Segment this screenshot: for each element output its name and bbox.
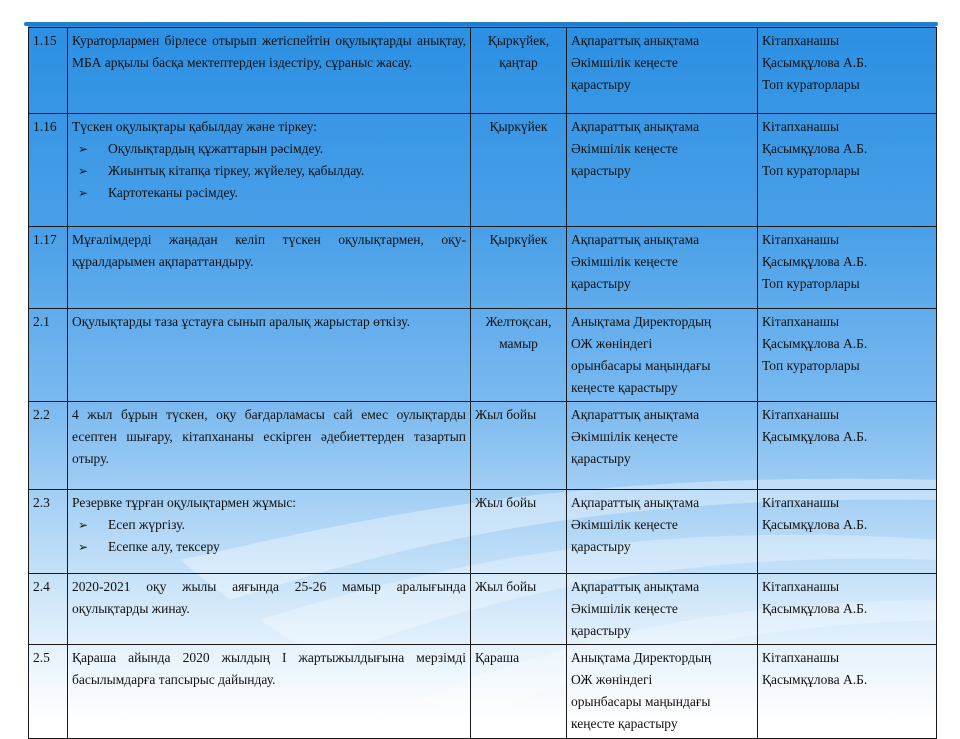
table-row [29, 114, 937, 227]
arrow-bullet-icon: ➢ [78, 164, 89, 178]
report-form-line: Анықтама Директордың [571, 314, 712, 329]
report-form-line: Ақпараттық анықтама [571, 232, 700, 247]
table-row [29, 490, 937, 574]
report-form-line: Ақпараттық анықтама [571, 495, 700, 510]
report-form-line: Ақпараттық анықтама [571, 407, 700, 422]
responsible-line: Топ кураторлары [762, 276, 860, 291]
task-cell [68, 574, 471, 645]
report-form-cell [567, 402, 758, 490]
task-text: Мұғалімдерді жаңадан келіп түскен оқулықтармен, оқу-құралдарымен ақпараттандыру. [72, 232, 466, 269]
task-text: Оқулықтарды таза ұстауға сынып аралық жарыстар өткізу. [72, 314, 410, 329]
arrow-bullet-icon: ➢ [78, 540, 89, 554]
responsible-cell [758, 28, 937, 114]
task-text: Резервке тұрған оқулықтармен жұмыс: [72, 495, 297, 510]
responsible-line: Қасымқұлова А.Б. [762, 429, 868, 444]
task-bullet [72, 514, 466, 536]
responsible-cell [758, 574, 937, 645]
report-form-cell [567, 114, 758, 227]
report-form-line: қарастыру [571, 539, 631, 554]
table-row [29, 309, 937, 402]
responsible-line: Кітапханашы [762, 119, 840, 134]
table-row [29, 227, 937, 309]
responsible-line: Кітапханашы [762, 33, 840, 48]
responsible-line: Қасымқұлова А.Б. [762, 517, 868, 532]
responsible-line: Қасымқұлова А.Б. [762, 141, 868, 156]
row-number: 2.2 [29, 402, 68, 490]
report-form-line: Әкімшілік кеңесте [571, 141, 678, 156]
report-form-line: Ақпараттық анықтама [571, 33, 700, 48]
responsible-line: Кітапханашы [762, 407, 840, 422]
report-form-line: Әкімшілік кеңесте [571, 429, 678, 444]
bullet-text: Оқулықтардың құжаттарын рәсімдеу. [108, 141, 323, 156]
task-bullet [72, 160, 466, 182]
bullet-text: Есепке алу, тексеру [108, 539, 220, 554]
row-number: 1.15 [29, 28, 68, 114]
responsible-line: Кітапханашы [762, 314, 840, 329]
responsible-cell [758, 402, 937, 490]
responsible-line: Топ кураторлары [762, 358, 860, 373]
bullet-text: Картотеканы рәсімдеу. [108, 185, 238, 200]
task-bullet [72, 536, 466, 558]
responsible-line: Топ кураторлары [762, 77, 860, 92]
responsible-cell [758, 490, 937, 574]
report-form-line: Анықтама Директордың [571, 650, 712, 665]
responsible-cell [758, 114, 937, 227]
plan-table [28, 27, 937, 739]
task-text: 2020-2021 оқу жылы аяғында 25-26 мамыр аралығында оқулықтарды жинау. [72, 579, 466, 616]
date-cell: Жыл бойы [471, 402, 567, 490]
report-form-cell [567, 490, 758, 574]
date-cell: Желтоқсан, мамыр [471, 309, 567, 402]
task-text: Түскен оқулықтары қабылдау және тіркеу: [72, 119, 317, 134]
report-form-line: қарастыру [571, 451, 631, 466]
report-form-line: Әкімшілік кеңесте [571, 517, 678, 532]
row-number: 1.17 [29, 227, 68, 309]
task-cell [68, 28, 471, 114]
row-number: 1.16 [29, 114, 68, 227]
report-form-cell [567, 645, 758, 739]
task-text: 4 жыл бұрын түскен, оқу бағдарламасы сай емес оулықтарды есептен шығару, кітапхананы ескірген әдебиеттерден тазартып отыру. [72, 407, 466, 466]
responsible-line: Кітапханашы [762, 495, 840, 510]
report-form-line: қарастыру [571, 276, 631, 291]
task-cell [68, 309, 471, 402]
responsible-line: Қасымқұлова А.Б. [762, 672, 868, 687]
responsible-line: Топ кураторлары [762, 163, 860, 178]
responsible-line: Қасымқұлова А.Б. [762, 254, 868, 269]
task-cell [68, 645, 471, 739]
table-row [29, 28, 937, 114]
task-text: Қараша айында 2020 жылдың І жартыжылдығына мерзімді басылымдарға тапсырыс дайындау. [72, 650, 466, 687]
bullet-text: Жиынтық кітапқа тіркеу, жүйелеу, қабылдау. [108, 163, 365, 178]
responsible-line: Кітапханашы [762, 579, 840, 594]
report-form-line: кеңесте қарастыру [571, 716, 678, 731]
report-form-line: Әкімшілік кеңесте [571, 601, 678, 616]
report-form-cell [567, 574, 758, 645]
arrow-bullet-icon: ➢ [78, 186, 89, 200]
report-form-line: Әкімшілік кеңесте [571, 254, 678, 269]
report-form-line: Ақпараттық анықтама [571, 579, 700, 594]
report-form-line: ОЖ жөніндегі [571, 672, 653, 687]
responsible-cell [758, 309, 937, 402]
table-row [29, 402, 937, 490]
report-form-line: орынбасары маңындағы [571, 694, 711, 709]
arrow-bullet-icon: ➢ [78, 142, 89, 156]
task-cell [68, 227, 471, 309]
report-form-cell [567, 309, 758, 402]
task-cell [68, 114, 471, 227]
task-bullet [72, 138, 466, 160]
arrow-bullet-icon: ➢ [78, 518, 89, 532]
responsible-line: Қасымқұлова А.Б. [762, 601, 868, 616]
date-cell: Жыл бойы [471, 574, 567, 645]
row-number: 2.4 [29, 574, 68, 645]
responsible-cell [758, 227, 937, 309]
plan-table-body [29, 28, 937, 739]
date-cell: Қараша [471, 645, 567, 739]
slide-top-border [24, 22, 938, 26]
task-bullet [72, 182, 466, 204]
responsible-line: Қасымқұлова А.Б. [762, 336, 868, 351]
row-number: 2.1 [29, 309, 68, 402]
date-cell: Қыркүйек [471, 114, 567, 227]
responsible-cell [758, 645, 937, 739]
responsible-line: Қасымқұлова А.Б. [762, 55, 868, 70]
report-form-line: орынбасары маңындағы [571, 358, 711, 373]
row-number: 2.5 [29, 645, 68, 739]
bullet-text: Есеп жүргізу. [108, 517, 185, 532]
responsible-line: Кітапханашы [762, 650, 840, 665]
date-cell: Жыл бойы [471, 490, 567, 574]
report-form-line: қарастыру [571, 623, 631, 638]
report-form-cell [567, 227, 758, 309]
report-form-line: қарастыру [571, 77, 631, 92]
date-cell: Қыркүйек, қаңтар [471, 28, 567, 114]
report-form-line: Ақпараттық анықтама [571, 119, 700, 134]
task-cell [68, 490, 471, 574]
task-cell [68, 402, 471, 490]
report-form-line: Әкімшілік кеңесте [571, 55, 678, 70]
table-row [29, 574, 937, 645]
report-form-line: кеңесте қарастыру [571, 380, 678, 395]
table-row [29, 645, 937, 739]
row-number: 2.3 [29, 490, 68, 574]
responsible-line: Кітапханашы [762, 232, 840, 247]
task-text: Кураторлармен бірлесе отырып жетіспейтін оқулықтарды анықтау, МБА арқылы басқа мектептерден іздестіру, сұраныс жасау. [72, 33, 466, 70]
date-cell: Қыркүйек [471, 227, 567, 309]
report-form-line: ОЖ жөніндегі [571, 336, 653, 351]
report-form-line: қарастыру [571, 163, 631, 178]
report-form-cell [567, 28, 758, 114]
